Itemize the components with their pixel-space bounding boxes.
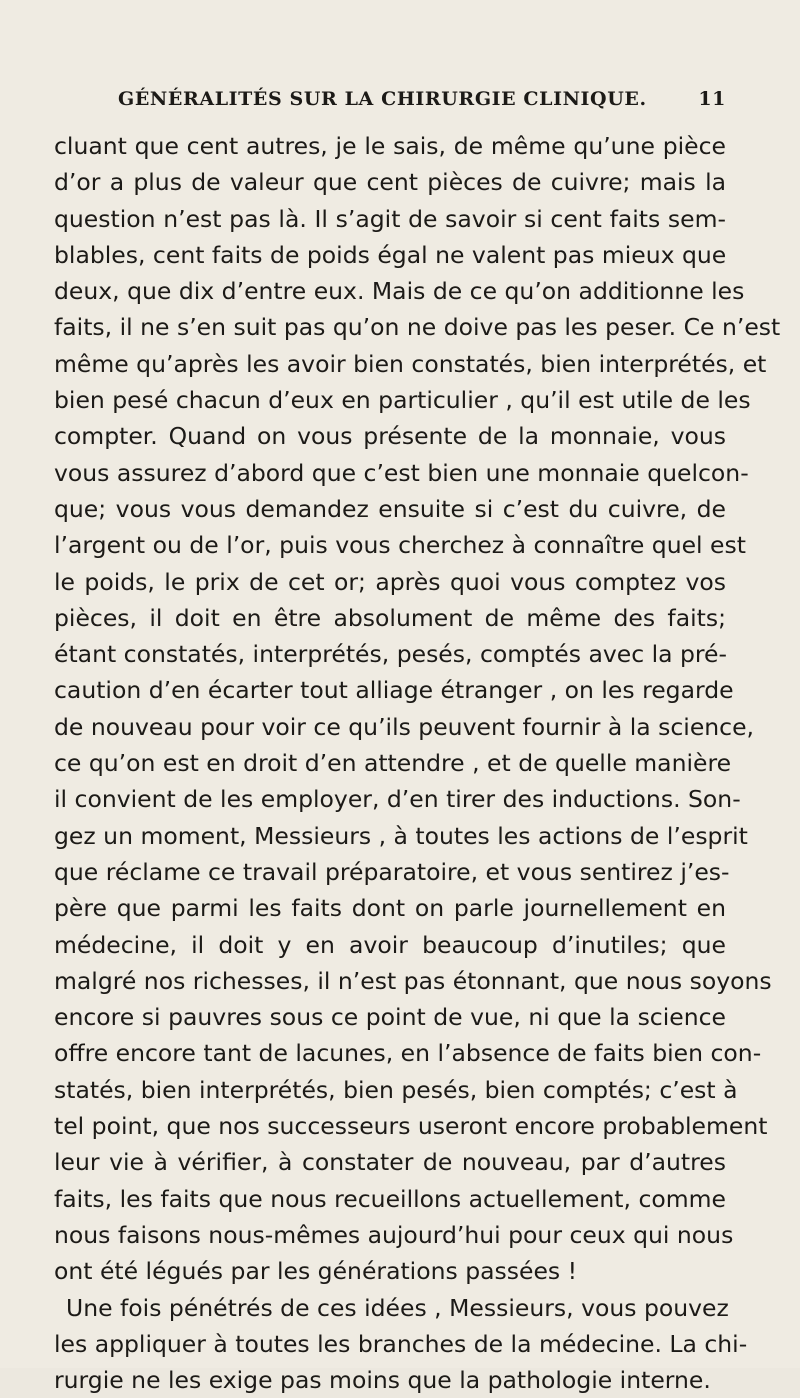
text-line: étant constatés, interprétés, pesés, comptés avec la pré- bbox=[54, 636, 726, 672]
page-number: 11 bbox=[698, 88, 726, 110]
running-title: GÉNÉRALITÉS SUR LA CHIRURGIE CLINIQUE. bbox=[118, 88, 647, 110]
text-line: médecine, il doit y en avoir beaucoup d’inutiles; que bbox=[54, 927, 726, 963]
text-line: faits, les faits que nous recueillons actuellement, comme bbox=[54, 1181, 726, 1217]
text-line: tel point, que nos successeurs useront encore probablement bbox=[54, 1108, 726, 1144]
text-line: l’argent ou de l’or, puis vous cherchez à connaître quel est bbox=[54, 527, 726, 563]
text-line: rurgie ne les exige pas moins que la pathologie interne. bbox=[54, 1362, 726, 1398]
text-line: ce qu’on est en droit d’en attendre , et de quelle manière bbox=[54, 745, 726, 781]
text-line: encore si pauvres sous ce point de vue, ni que la science bbox=[54, 999, 726, 1035]
running-header bbox=[118, 88, 726, 118]
text-line: faits, il ne s’en suit pas qu’on ne doive pas les peser. Ce n’est bbox=[54, 309, 726, 345]
text-line: question n’est pas là. Il s’agit de savoir si cent faits sem- bbox=[54, 201, 726, 237]
text-line: les appliquer à toutes les branches de la médecine. La chi- bbox=[54, 1326, 726, 1362]
body-text bbox=[54, 128, 726, 1398]
paragraph-2 bbox=[54, 1290, 726, 1398]
text-line: offre encore tant de lacunes, en l’absence de faits bien con- bbox=[54, 1035, 726, 1071]
text-line: pièces, il doit en être absolument de même des faits; bbox=[54, 600, 726, 636]
text-line: que réclame ce travail préparatoire, et vous sentirez j’es- bbox=[54, 854, 726, 890]
text-line: de nouveau pour voir ce qu’ils peuvent fournir à la science, bbox=[54, 709, 726, 745]
paragraph-1 bbox=[54, 128, 726, 1290]
text-line: cluant que cent autres, je le sais, de même qu’une pièce bbox=[54, 128, 726, 164]
text-line: compter. Quand on vous présente de la monnaie, vous bbox=[54, 418, 726, 454]
text-line: blables, cent faits de poids égal ne valent pas mieux que bbox=[54, 237, 726, 273]
text-line: père que parmi les faits dont on parle journellement en bbox=[54, 890, 726, 926]
text-line: que; vous vous demandez ensuite si c’est du cuivre, de bbox=[54, 491, 726, 527]
text-line: il convient de les employer, d’en tirer des inductions. Son- bbox=[54, 781, 726, 817]
text-line: vous assurez d’abord que c’est bien une monnaie quelcon- bbox=[54, 455, 726, 491]
text-line: Une fois pénétrés de ces idées , Messieurs, vous pouvez bbox=[54, 1290, 726, 1326]
text-line: même qu’après les avoir bien constatés, bien interprétés, et bbox=[54, 346, 726, 382]
text-line: gez un moment, Messieurs , à toutes les actions de l’esprit bbox=[54, 818, 726, 854]
text-line: d’or a plus de valeur que cent pièces de cuivre; mais la bbox=[54, 164, 726, 200]
text-line: malgré nos richesses, il n’est pas étonnant, que nous soyons bbox=[54, 963, 726, 999]
text-line: statés, bien interprétés, bien pesés, bien comptés; c’est à bbox=[54, 1072, 726, 1108]
text-line: deux, que dix d’entre eux. Mais de ce qu’on additionne les bbox=[54, 273, 726, 309]
text-line: caution d’en écarter tout alliage étranger , on les regarde bbox=[54, 672, 726, 708]
text-line: bien pesé chacun d’eux en particulier , qu’il est utile de les bbox=[54, 382, 726, 418]
text-line: nous faisons nous-mêmes aujourd’hui pour ceux qui nous bbox=[54, 1217, 726, 1253]
text-line: le poids, le prix de cet or; après quoi vous comptez vos bbox=[54, 564, 726, 600]
text-line: leur vie à vérifier, à constater de nouveau, par d’autres bbox=[54, 1144, 726, 1180]
text-line: ont été légués par les générations passées ! bbox=[54, 1253, 726, 1289]
